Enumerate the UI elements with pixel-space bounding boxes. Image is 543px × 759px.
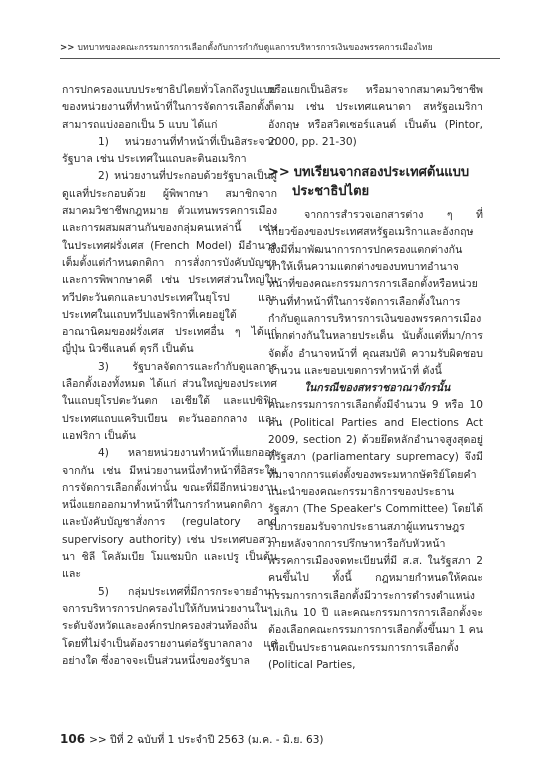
left-column <box>62 82 277 670</box>
header-title: บทบาทของคณะกรรมการการเลือกตั้งกับการกำกับดูแลการบริหารการเงินของพรรคการเมืองไทย <box>77 43 433 53</box>
section-arrow: >> <box>268 165 290 181</box>
section-heading <box>268 163 483 201</box>
subheading-line <box>268 380 483 397</box>
footer-issue-text: >> ปีที่ 2 ฉบับที่ 1 ประจำปี 2563 (ม.ค. - มิ.ย. 63) <box>89 734 324 746</box>
section-title-line-2: ประชาธิปไตย <box>292 184 370 200</box>
list-item-3: 3) รัฐบาลจัดการและกำกับดูแลการเลือกตั้งเองทั้งหมด ได้แก่ ส่วนใหญ่ของประเทศในแถบยุโรปตะวันตก เอเชียใต้ และแปซิฟิก ประเทศแถบแคริบเบียน ตะวันออกกลาง และแอฟริกา เป็นต้น <box>62 360 277 442</box>
section-title-line-1: บทเรียนจากสองประเทศต้นแบบ <box>293 165 470 181</box>
list-item-4: 4) หลายหน่วยงานทำหน้าที่แยกออกจากกัน เช่น มีหน่วยงานหนึ่งทำหน้าที่อิสระในการจัดการเลือกตั้งเท่านั้น ขณะที่มีอีกหน่วยงานหนึ่งแยกออกมาทำหน้าที่ในการกำหนดกติกาและบังคับบัญชาสั่งการ (regulatory and supervisory authority) เช่น ประเทศบอสวานา ชิลี โคลัมเบีย โมแซมบิก และเปรู เป็นต้น และ <box>62 447 277 581</box>
running-header <box>60 40 500 54</box>
right-paragraph-uk: คณะกรรมการการเลือกตั้งมีจำนวน 9 หรือ 10 คน (Political Parties and Elections Act 2009, section 2) ด้วยยึดหลักอำนาจสูงสุดอยู่ที่รัฐสภา (parliamentary supremacy) จึงมีที่มาจากการแต่งตั้งของพระมหากษัตริย์โดยคำแนะนำของคณะกรรมาธิการของประธานรัฐสภา (The Speaker's Committee) โดยได้รับการยอมรับจากประธานสภาผู้แทนราษฎร ภายหลังจากการปรึกษาหารือกับหัวหน้าพรรคการเมืองจดทะเบียนที่มี ส.ส. ในรัฐสภา 2 คนขึ้นไป ทั้งนี้ กฎหมายกำหนดให้คณะกรรมการการเลือกตั้งมีวาระการดำรงตำแหน่งไม่เกิน 10 ปี และคณะกรรมการการเลือกตั้งจะต้องเลือกคณะกรรมการการเลือกตั้งขึ้นมา 1 คน เพื่อเป็นประธานคณะกรรมการการเลือกตั้ง (Political Parties, <box>268 399 483 671</box>
header-arrow: >> <box>60 43 75 53</box>
left-paragraph-intro: การปกครองแบบประชาธิปไตยทั่วโลกถึงรูปแบบของหน่วยงานที่ทำหน้าที่ในการจัดการเลือกตั้งสามารถแบ่งออกเป็น 5 แบบ ได้แก่ <box>62 84 277 131</box>
page-number: 106 <box>60 732 86 746</box>
right-column <box>268 82 483 674</box>
list-item-5: 5) กลุ่มประเทศที่มีการกระจายอำนาจการบริหารการปกครองไปให้กับหน่วยงานในระดับจังหวัดและองค์กรปกครองส่วนท้องถิ่น โดยที่ไม่จำเป็นต้องรายงานต่อรัฐบาลกลาง แต่อย่างใด ซึ่งอาจจะเป็นส่วนหนึ่งของรัฐบาล <box>62 585 277 667</box>
list-item-2: 2) หน่วยงานที่ประกอบด้วยรัฐบาลเป็นผู้ดูแลที่ประกอบด้วย ผู้พิพากษา สมาชิกจากสมาคมวิชาชีพกฎหมาย ตัวแทนพรรคการเมือง และการผสมผสานกันของกลุ่มคนเหล่านี้ เช่น ในประเทศฝรั่งเศส (French Model) มีอำนาจเต็มตั้งแต่กำหนดกติกา การสั่งการบังคับบัญชา และการพิพากษาคดี เช่น ประเทศส่วนใหญ่ในทวีปตะวันตกและบางประเทศในยุโรป และประเทศในแถบทวีปแอฟริกาที่เคยอยู่ใต้อาณานิคมของฝรั่งเศส ประเทศอื่น ๆ ได้แก่ ญี่ปุ่น นิวซีแลนด์ ตุรกี เป็นต้น <box>62 170 277 356</box>
header-divider <box>60 58 500 59</box>
right-paragraph-survey: จากการสำรวจเอกสารต่าง ๆ ที่เกี่ยวข้องของประเทศสหรัฐอเมริกาและอังกฤษ ซึ่งมีที่มาพัฒนาการการปกครองแตกต่างกัน ทำให้เห็นความแตกต่างของบทบาทอำนาจหน้าที่ของคณะกรรมการการเลือกตั้งหรือหน่วยงานที่ทำหน้าที่ในการจัดการเลือกตั้งในการกำกับดูแลการบริหารการเงินของพรรคการเมืองแตกต่างกันในหลายประเด็น นับตั้งแต่ที่มา/การจัดตั้ง อำนาจหน้าที่ คุณสมบัติ ความรับผิดชอบ จำนวน และขอบเขตการทำหน้าที่ ดังนี้ <box>268 209 483 377</box>
list-item-1: 1) หน่วยงานที่ทำหน้าที่เป็นอิสระจากรัฐบาล เช่น ประเทศในแถบละตินอเมริกา <box>62 135 277 166</box>
uk-subheading: ในกรณีของสหราชอาณาจักรนั้น <box>304 382 451 395</box>
page-footer <box>60 731 323 748</box>
right-paragraph-continued: หรือแยกเป็นอิสระ หรือมาจากสมาคมวิชาชีพก็ตาม เช่น ประเทศแคนาดา สหรัฐอเมริกา อังกฤษ หรือสวิตเซอร์แลนด์ เป็นต้น (Pintor, 2000, pp. 21-30) <box>268 84 483 148</box>
